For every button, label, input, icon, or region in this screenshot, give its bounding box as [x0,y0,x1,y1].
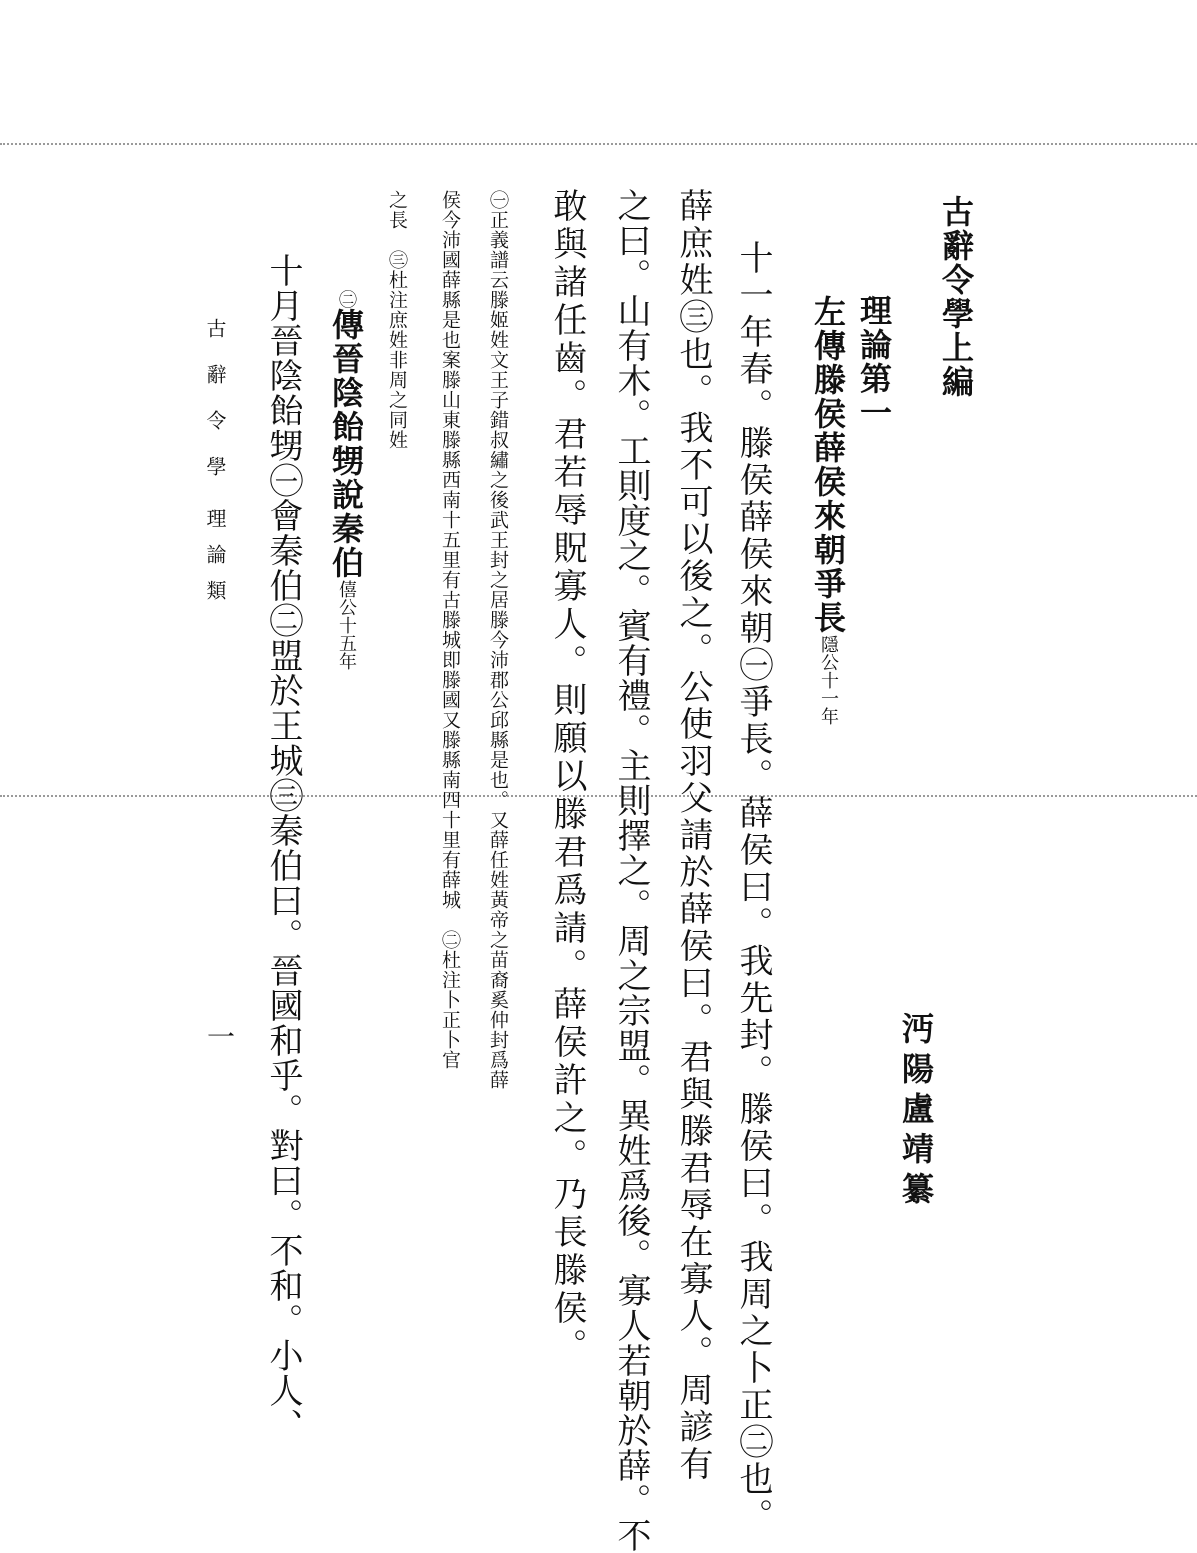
scan-dotted-line-middle [0,795,1197,797]
footer-chapter: 理論類 [203,508,227,616]
section-title-text: 左傳滕侯薛侯來朝爭長 [809,295,847,635]
body2-column-1: 十月晉陰飴甥㊀會秦伯㊁盟於王城㊂秦伯曰。晉國和乎。對曰。不和。小人、 [263,253,303,1443]
body-column-3: 之曰。山有木。工則度之。賓有禮。主則擇之。周之宗盟。異姓爲後。寡人若朝於薛。不 [611,188,651,1553]
book-title: 古辭令學上編 [937,195,975,399]
body-column-1: 十一年春。滕侯薛侯來朝㊀爭長。薛侯曰。我先封。滕侯曰。我周之卜正㊁也。 [733,240,773,1535]
section2-title-text: 傳晉陰飴甥說秦伯 [327,308,365,580]
note-column-3: 之長 ㊂杜注庶姓非周之同姓 [386,190,408,450]
note-column-2: 侯今沛國薛縣是也案滕山東滕縣西南十五里有古滕城即滕國又滕縣南四十里有薛城 ㊁杜注卜正卜官 [439,190,461,1070]
note-column-1: ㊀正義譜云滕姬姓文王子錯叔繡之後武王封之居滕今沛郡公邱縣是也。又薛任姓黃帝之苗裔奚仲封爲薛 [487,190,509,1090]
chapter-heading: 理論第一 [855,294,893,430]
page-number: 一 [203,1022,236,1052]
section-year: 隱公十一年 [818,635,839,725]
footer-book-title: 古辭令學 [203,318,227,502]
body-column-4: 敢與諸任齒。君若辱貺寡人。則願以滕君爲請。薛侯許之。乃長滕侯。 [547,188,587,1366]
section-title [809,295,847,725]
section2-year: 僖公十五年 [336,580,357,670]
author: 沔陽盧靖纂 [897,1012,935,1212]
section2-marker: ㊁ [336,290,357,308]
section2-title [327,290,365,670]
body-column-2: 薛庶姓㊂也。我不可以後之。公使羽父請於薛侯曰。君與滕君辱在寡人。周諺有 [673,188,713,1483]
scan-dotted-line-top [0,143,1197,145]
